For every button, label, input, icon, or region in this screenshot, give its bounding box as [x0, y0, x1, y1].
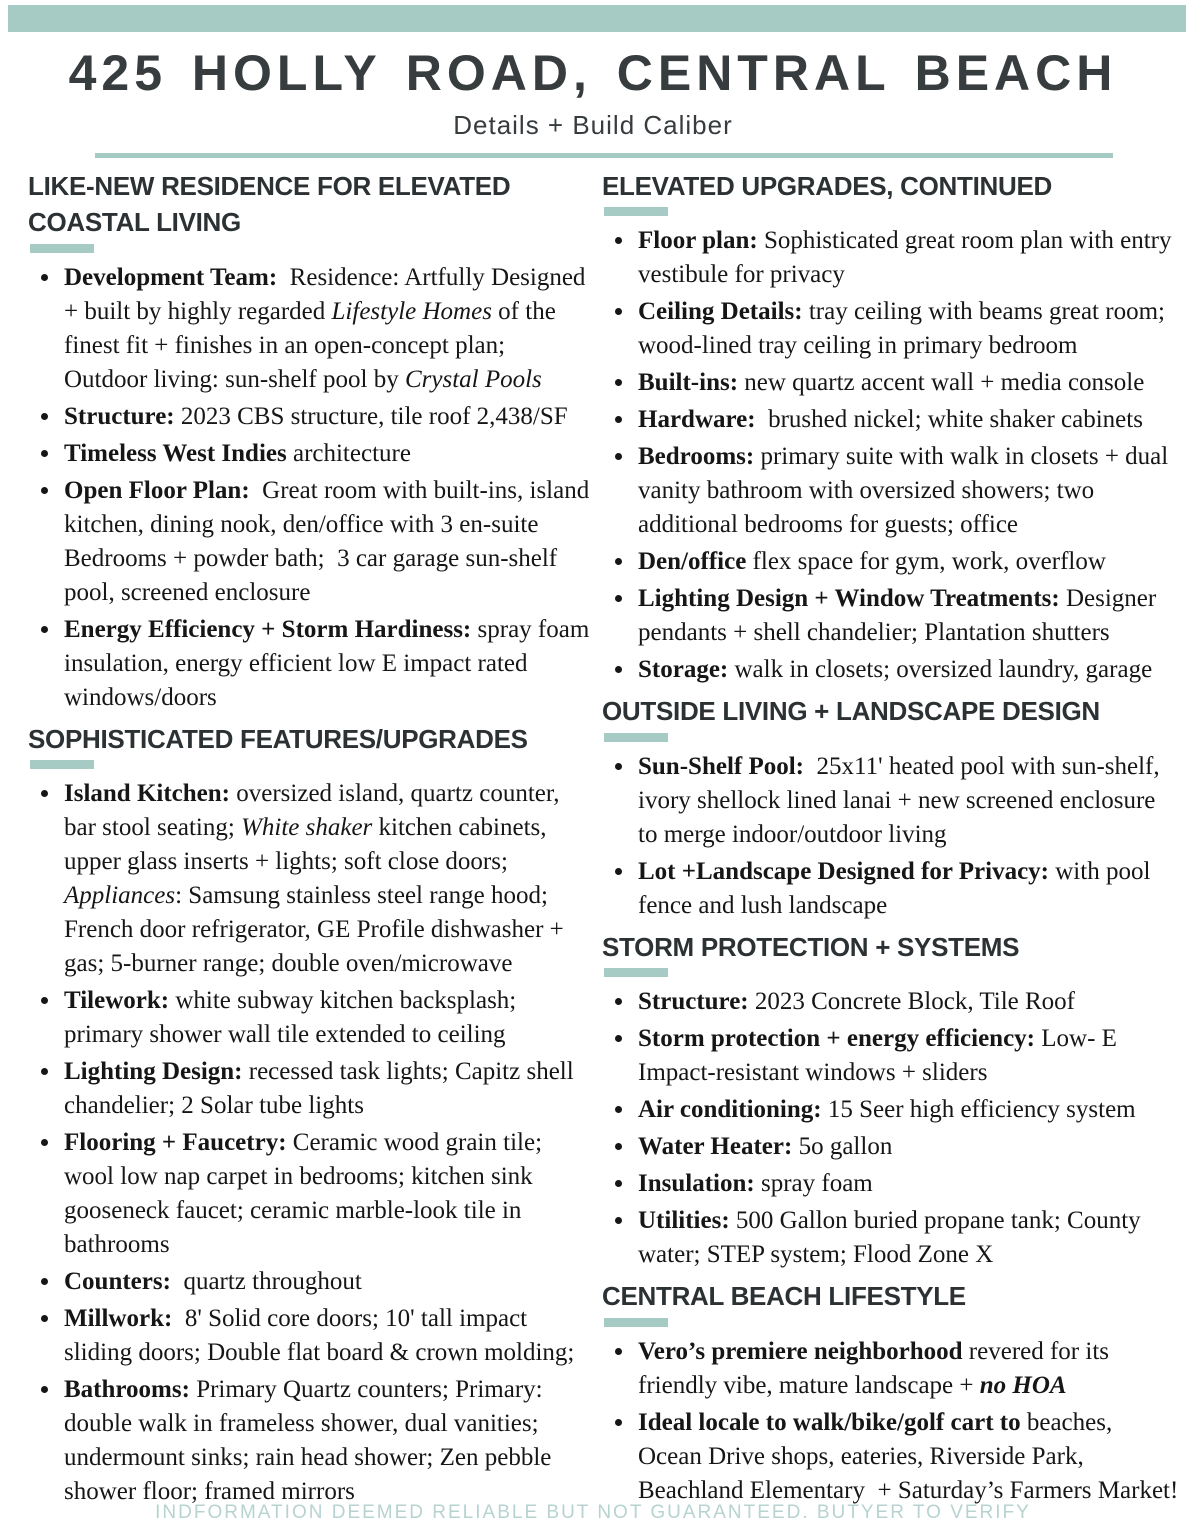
section-heading: STORM PROTECTION + SYSTEMS: [602, 931, 1020, 962]
feature-list: [602, 985, 1180, 1272]
feature-item: • Hardware: brushed nickel; white shaker cabinets: [636, 403, 1180, 437]
feature-item: • Ceiling Details: tray ceiling with beams great room; wood-lined tray ceiling in primary bedroom: [636, 295, 1180, 363]
feature-item: • Bathrooms: Primary Quartz counters; Primary: double walk in frameless shower, dual vanities; undermount sinks; rain head shower; Zen pebble shower floor; framed mirrors: [62, 1373, 590, 1509]
feature-item: • Timeless West Indies architecture: [62, 437, 590, 471]
heading-accent-underline: [604, 733, 668, 742]
feature-list: [28, 777, 590, 1509]
feature-list: [602, 224, 1180, 687]
feature-list: [28, 261, 596, 715]
feature-item: • Built-ins: new quartz accent wall + media console: [636, 366, 1180, 400]
feature-item: • Development Team: Residence: Artfully Designed + built by highly regarded Lifestyle Homes of the finest fit + finishes in an open-concept plan; Outdoor living: sun-shelf pool by Crystal Pools: [62, 261, 590, 397]
heading-accent-underline: [604, 207, 668, 216]
section: [28, 168, 596, 715]
feature-item: • Den/office flex space for gym, work, overflow: [636, 545, 1180, 579]
feature-item: • Storm protection + energy efficiency: Low- E Impact-resistant windows + sliders: [636, 1022, 1180, 1090]
left-column: [18, 164, 596, 1515]
page-title: 425 HOLLY ROAD, CENTRAL BEACH: [68, 45, 1118, 101]
top-accent-bar: [8, 5, 1186, 32]
feature-item: • Structure: 2023 CBS structure, tile roof 2,438/SF: [62, 400, 590, 434]
right-column: [602, 164, 1180, 1514]
page-subtitle: Details + Build Caliber: [453, 110, 733, 140]
section-heading: ELEVATED UPGRADES, CONTINUED: [602, 171, 1053, 201]
heading-accent-underline: [30, 760, 94, 769]
feature-item: • Tilework: white subway kitchen backsplash; primary shower wall tile extended to ceiling: [62, 984, 590, 1052]
section: [602, 929, 1180, 1272]
feature-item: • Open Floor Plan: Great room with built-ins, island kitchen, dining nook, den/office with 3 en-suite Bedrooms + powder bath; 3 car garage sun-shelf pool, screened enclosure: [62, 474, 590, 610]
feature-item: • Energy Efficiency + Storm Hardiness: spray foam insulation, energy efficient low E impact rated windows/doors: [62, 613, 590, 715]
feature-item: • Insulation: spray foam: [636, 1167, 1180, 1201]
feature-item: • Counters: quartz throughout: [62, 1265, 590, 1299]
section-heading: SOPHISTICATED FEATURES/UPGRADES: [28, 723, 528, 754]
section: [602, 1278, 1180, 1507]
feature-item: • Flooring + Faucetry: Ceramic wood grain tile; wool low nap carpet in bedrooms; kitchen sink gooseneck faucet; ceramic marble-look tile in bathrooms: [62, 1126, 590, 1262]
heading-accent-underline: [604, 1318, 668, 1327]
feature-item: • Lighting Design + Window Treatments: Designer pendants + shell chandelier; Plantation shutters: [636, 582, 1180, 650]
feature-item: • Island Kitchen: oversized island, quartz counter, bar stool seating; White shaker kitchen cabinets, upper glass inserts + lights; soft close doors; Appliances: Samsung stainless steel range hood; French door refrigerator, GE Profile dishwasher + gas; 5-burner range; double oven/microwave: [62, 777, 590, 981]
content-columns: [0, 162, 1186, 1515]
feature-item: • Air conditioning: 15 Seer high efficiency system: [636, 1093, 1180, 1127]
section: [602, 168, 1180, 687]
heading-accent-underline: [604, 968, 668, 977]
feature-item: • Utilities: 500 Gallon buried propane tank; County water; STEP system; Flood Zone X: [636, 1204, 1180, 1272]
heading-accent-underline: [30, 244, 94, 253]
section-heading: OUTSIDE LIVING + LANDSCAPE DESIGN: [602, 696, 1100, 727]
feature-item: • Lot +Landscape Designed for Privacy: with pool fence and lush landscape: [636, 855, 1180, 923]
feature-item: • Storage: walk in closets; oversized laundry, garage: [636, 653, 1180, 687]
disclaimer-text: INDFORMATION DEEMED RELIABLE BUT NOT GUARANTEED. BUTYER TO VERIFY: [155, 1502, 1031, 1523]
title-divider-rule: [95, 153, 1113, 158]
section: [602, 693, 1180, 922]
feature-item: • Structure: 2023 Concrete Block, Tile Roof: [636, 985, 1180, 1019]
feature-item: • Floor plan: Sophisticated great room plan with entry vestibule for privacy: [636, 224, 1180, 292]
feature-item: • Ideal locale to walk/bike/golf cart to beaches, Ocean Drive shops, eateries, Riverside Park, Beachland Elementary + Saturday’s Farmers Market!: [636, 1406, 1180, 1508]
section-heading: LIKE-NEW RESIDENCE FOR ELEVATED COASTAL LIVING: [28, 171, 511, 238]
feature-item: • Millwork: 8' Solid core doors; 10' tall impact sliding doors; Double flat board & crown molding;: [62, 1302, 590, 1370]
feature-list: [602, 1335, 1180, 1508]
feature-item: • Lighting Design: recessed task lights; Capitz shell chandelier; 2 Solar tube lights: [62, 1055, 590, 1123]
feature-item: • Bedrooms: primary suite with walk in closets + dual vanity bathroom with oversized showers; two additional bedrooms for guests; office: [636, 440, 1180, 542]
section-heading: CENTRAL BEACH LIFESTYLE: [602, 1281, 966, 1312]
feature-list: [602, 750, 1180, 923]
feature-item: • Vero’s premiere neighborhood revered for its friendly vibe, mature landscape + no HOA: [636, 1335, 1180, 1403]
feature-item: • Water Heater: 5o gallon: [636, 1130, 1180, 1164]
section: [28, 721, 590, 1509]
feature-item: • Sun-Shelf Pool: 25x11' heated pool with sun-shelf, ivory shellock lined lanai + new screened enclosure to merge indoor/outdoor living: [636, 750, 1180, 852]
